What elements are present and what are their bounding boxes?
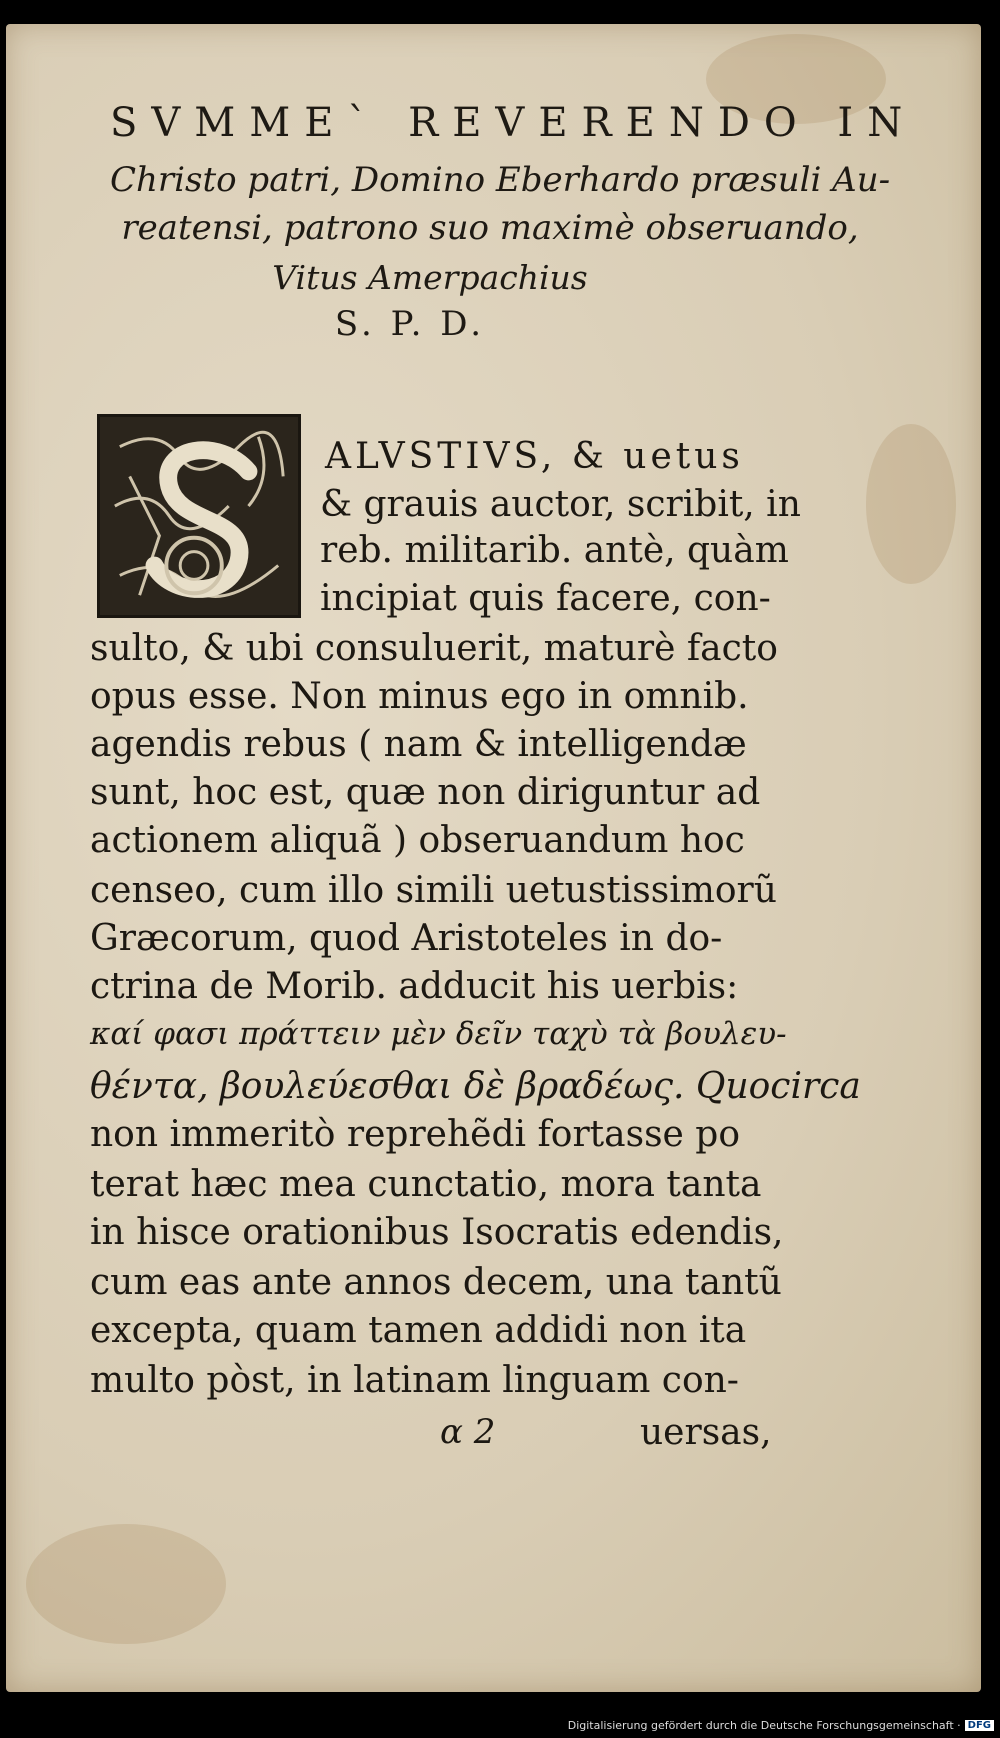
dedication-heading-line5: S. P. D.	[334, 304, 486, 344]
text-line: Græcorum, quod Aristoteles in do-	[90, 918, 723, 959]
footer-text: Digitalisierung gefördert durch die Deutsche Forschungsgemeinschaft ·	[567, 1719, 961, 1732]
text-line: actionem aliquã ) obseruandum hoc	[90, 820, 745, 861]
paper-stain	[26, 1524, 226, 1644]
text-line: ctrina de Morib. adducit his uerbis:	[90, 966, 739, 1007]
text-line: censeo, cum illo simili uetustissimorũ	[90, 870, 777, 911]
text-line: & grauis auctor, scribit, in	[320, 484, 801, 525]
text-line: sunt, hoc est, quæ non diriguntur ad	[90, 772, 761, 813]
dfg-logo: DFG	[965, 1720, 994, 1731]
ornament-initial-icon	[100, 417, 298, 615]
decorated-initial-s	[97, 414, 301, 618]
text-line: excepta, quam tamen addidi non ita	[90, 1310, 747, 1351]
text-line: opus esse. Non minus ego in omnib.	[90, 676, 749, 717]
text-line: in hisce orationibus Isocratis edendis,	[90, 1212, 784, 1253]
text-line: incipiat quis facere, con-	[320, 578, 771, 619]
text-line: sulto, & ubi consuluerit, maturè facto	[90, 628, 778, 669]
paper-stain	[866, 424, 956, 584]
dedication-heading-line4: Vitus Amerpachius	[272, 258, 588, 297]
dedication-heading-line1: SVMME` REVERENDO IN	[110, 100, 917, 146]
text-line: ALVSTIVS, & uetus	[325, 436, 744, 477]
text-line: multo pòst, in latinam linguam con-	[90, 1360, 739, 1401]
text-line: non immeritò reprehẽdi fortasse po	[90, 1114, 741, 1155]
text-line: agendis rebus ( nam & intelligendæ	[90, 724, 747, 765]
dedication-heading-line2: Christo patri, Domino Eberhardo præsuli Au-	[110, 160, 891, 200]
text-line: reb. militarib. antè, quàm	[320, 530, 789, 571]
dedication-heading-line3: reatensi, patrono suo maximè obseruando,	[121, 208, 859, 248]
catchword: uersas,	[640, 1412, 772, 1453]
greek-text-line: καί φασι πράττειν μὲν δεῖν ταχὺ τὰ βουλευ-	[90, 1016, 787, 1052]
text-line: terat hæc mea cunctatio, mora tanta	[90, 1164, 762, 1205]
footer-credit	[568, 1719, 994, 1732]
text-line: cum eas ante annos decem, una tantũ	[90, 1262, 782, 1303]
signature-mark: α 2	[440, 1412, 496, 1452]
greek-text-line: θέντα, βουλεύεσθαι δὲ βραδέως. Quocirca	[90, 1066, 861, 1107]
